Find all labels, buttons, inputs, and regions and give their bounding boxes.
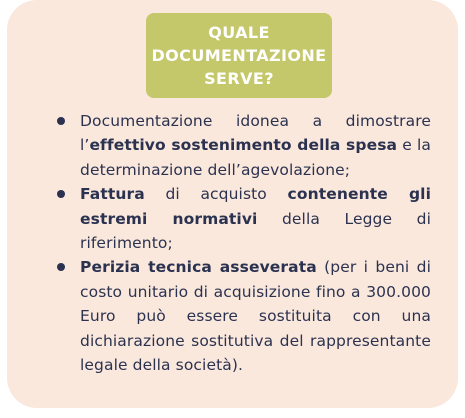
list-item [55,109,431,182]
documentation-list [55,109,431,377]
title-line: SERVE? [204,69,274,88]
list-item [55,255,431,377]
item-text: della Legge di riferimento; [80,209,431,253]
bullet-icon [57,190,65,198]
item-text: Documentazione idonea a dimostrare l’ [80,112,431,155]
info-card [7,0,458,408]
item-text: e la determinazione dell’agevolazione; [80,136,432,179]
title-line: DOCUMENTAZIONE [151,46,327,65]
bullet-icon [57,263,65,271]
item-text-bold: effettivo sostenimento della spesa [89,136,398,155]
bullet-icon [57,117,65,125]
item-text-bold: Perizia tecnica asseverata [80,258,317,277]
item-text-bold: contenente gli estremi normativi [80,185,431,228]
title-badge [146,13,332,98]
item-text-bold: Fattura [80,185,145,204]
title-line: QUALE [208,23,270,42]
list-item [55,182,431,255]
item-text: (per i beni di costo unitario di acquisizione fino a 300.000 Euro può essere sostituita con una dichiarazione sostitutiva del rappresentante legale della società). [80,258,431,375]
item-text: di acquisto [144,185,288,204]
